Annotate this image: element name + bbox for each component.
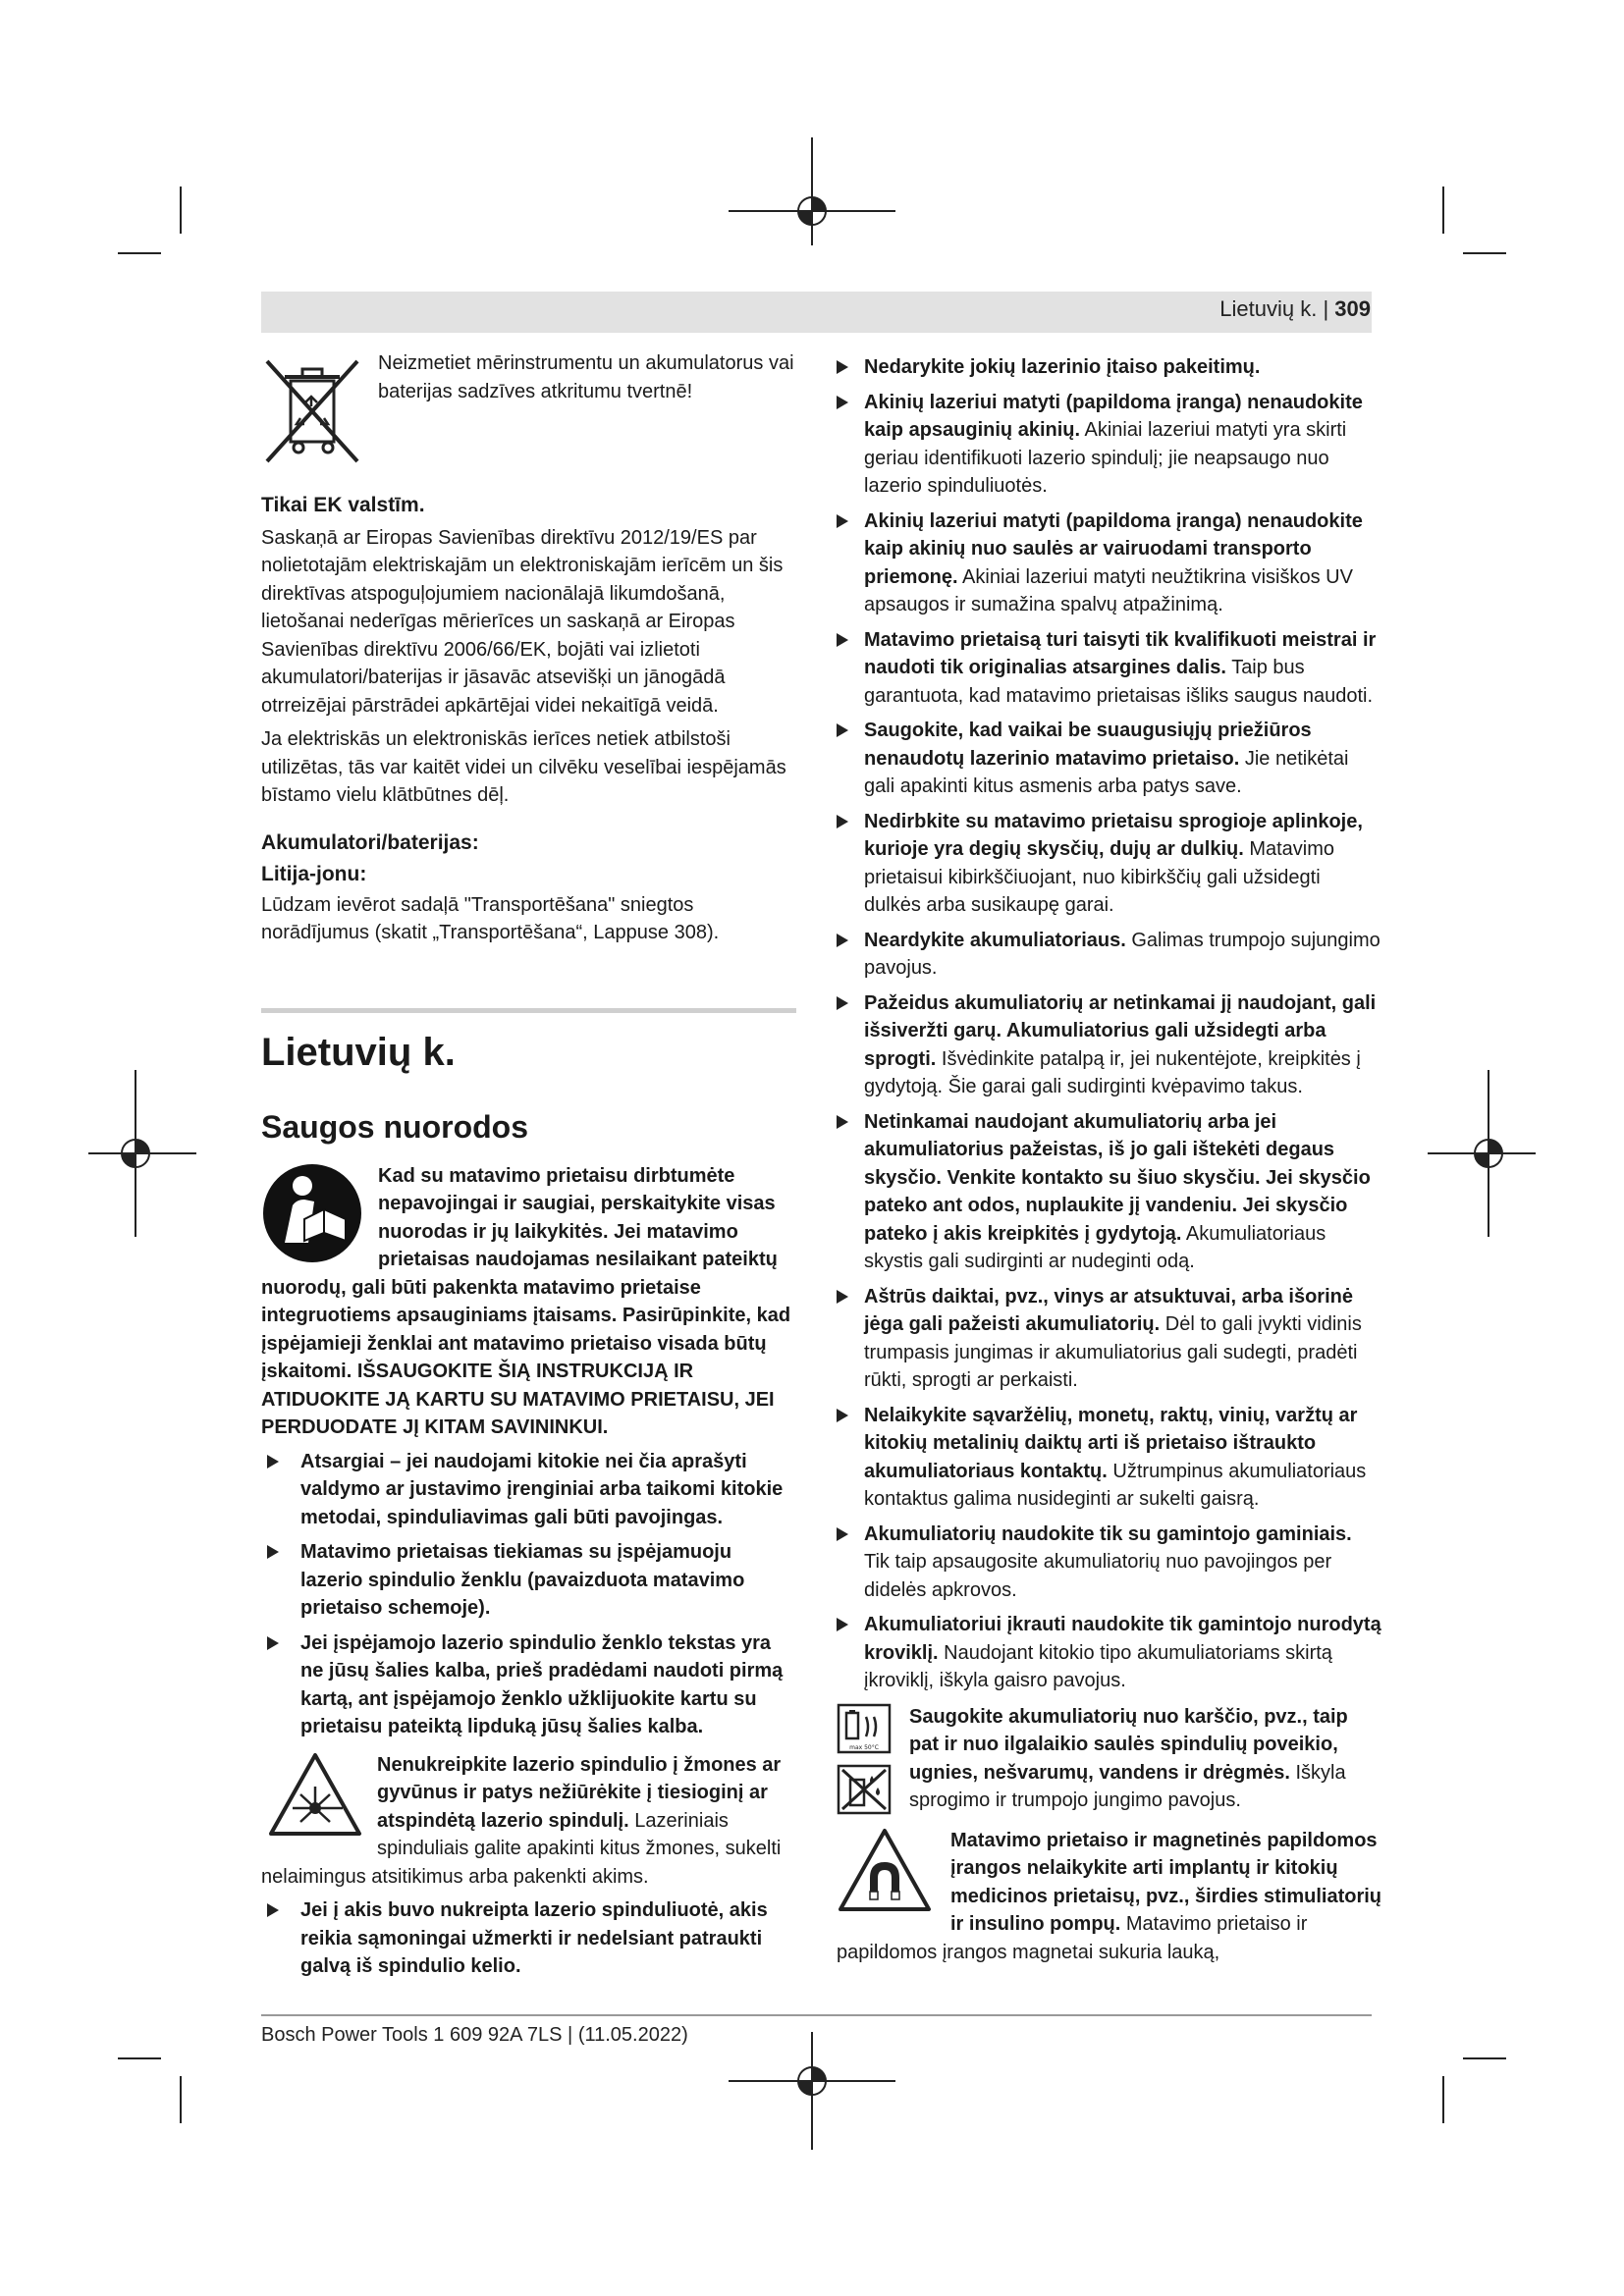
- laser-warning-icon: [267, 1751, 363, 1840]
- magnet-warning-bold: Matavimo prietaiso ir magnetinės papildomos įrangos nelaikykite arti implantų ir kitokių medicinos prietaisų, pvz., širdies stimuliatorių ir insulino pompų.: [950, 1829, 1382, 1935]
- registration-mark-right: [1428, 1070, 1536, 1237]
- left-column: [261, 353, 796, 1988]
- intro-text: Kad su matavimo prietaisu dirbtumėte nepavojingai ir saugiai, perskaitykite visas nuorodas ir jų laikykitės. Jei matavimo prietaisas naudojamas nesilaikant pateiktų nuorodų, gali būti pakenkta matavimo prietaise integruotiems apsauginiams įtaisams. Pasirūpinkite, kad įspėjamieji ženklai ant matavimo prietaiso visada būtų įskaitomi. IŠSAUGOKITE ŠIĄ INSTRUKCIJĄ IR ATIDUOKITE JĄ KARTU SU MATAVIMO PRIETAISU, JEI PERDUODATE JĮ KITAM SAVININKUI.: [261, 1164, 791, 1438]
- heat-icons: [837, 1703, 892, 1815]
- laser-warning-bold: Nenukreipkite lazerio spindulio į žmones ar gyvūnus ir patys nežiūrėkite į tiesioginį ar atspindėtą lazerio spindulį.: [377, 1753, 782, 1832]
- list-item: [261, 1538, 796, 1623]
- page-footer: Bosch Power Tools 1 609 92A 7LS | (11.05.2022): [261, 2024, 688, 2046]
- section-divider: [261, 1008, 796, 1013]
- list-item: Akinių lazeriui matyti (papildoma įranga) nenaudokite kaip akinių nuo saulės ar vairuodami transporto priemonę. Akiniai lazeriui matyti neužtikrina visiškos UV apsaugos ir sumažina spalvų atpažinimą.: [837, 507, 1381, 619]
- akum-heading: Akumulatori/baterijas:: [261, 830, 479, 854]
- list-item: [261, 1896, 796, 1981]
- magnet-warning-block: [837, 1827, 1381, 1967]
- list-item: Nelaikykite sąvaržėlių, monetų, raktų, vinių, varžtų ar kitokių metalinių daiktų arti iš prietaiso ištraukto akumuliatoriaus kontaktų. Užtrumpinus akumuliatoriaus kontaktus galima nusideginti ar sukelti gaisrą.: [837, 1402, 1381, 1514]
- registration-mark-bottom: [729, 2032, 895, 2150]
- list-item: [261, 1629, 796, 1741]
- ek-heading: Tikai EK valstīm.: [261, 494, 425, 516]
- crop-mark: [1463, 252, 1506, 254]
- read-manual-icon: [261, 1162, 364, 1265]
- laser-warning-rest: Lazeriniais spinduliais galite apakinti kitus žmones, sukelti nelaimingus atsitikimus arba pakenkti akims.: [261, 1809, 782, 1888]
- list-item: Pažeidus akumuliatorių ar netinkamai jį naudojant, gali išsiveržti garų. Akumuliatorius gali užsidegti arba sprogti. Išvėdinkite patalpą ir, jei nukentėjote, kreipkitės į gydytoją. Šie garai gali sudirginti kvėpavimo takus.: [837, 989, 1381, 1101]
- litija-text: Lūdzam ievērot sadaļā "Transportēšana" sniegtos norādījumus (skatit „Transportēšana“, Lappuse 308).: [261, 893, 720, 943]
- page-header: Lietuvių k. | 309: [1219, 296, 1371, 321]
- crop-mark: [180, 2076, 182, 2123]
- registration-mark-top: [729, 137, 895, 245]
- header-section: Lietuvių k.: [1219, 296, 1318, 321]
- crop-mark: [180, 187, 182, 234]
- battery-heat-icon: [837, 1703, 892, 1754]
- list-item: Aštrūs daiktai, pvz., vinys ar atsuktuvai, arba išorinė jėga gali pažeisti akumuliatorių. Dėl to gali įvykti vidinis trumpasis jungimas ir akumuliatorius gali sudegti, pradėti rūkti, sprogti ar perkaisti.: [837, 1283, 1381, 1395]
- section-subtitle: Saugos nuorodos: [261, 1108, 528, 1145]
- registration-mark-left: [88, 1070, 196, 1237]
- bullet-1-text: Atsargiai – jei naudojami kitokie nei čia aprašyti valdymo ar justavimo įrenginiai arba taikomi kitokie metodai, spinduliavimas gali būti pavojingas.: [300, 1450, 784, 1528]
- magnet-warning-icon: [837, 1827, 933, 1915]
- right-column: [837, 353, 1381, 1972]
- crop-mark: [118, 2057, 161, 2059]
- weee-text: Neizmetiet mērinstrumentu un akumulatorus vai baterijas sadzīves atkritumu tvertnē!: [378, 352, 794, 402]
- ek-paragraph-1: Saskaņā ar Eiropas Savienības direktīvu 2012/19/ES par nolietotajām elektriskajām un elektroniskajām ierīcēm un šis direktīvas atspoguļojumiem nacionālajā likumdošanā, lietošanai nederīgas mērierīces un saskaņā ar Eiropas Savienības direktīvu 2006/66/EK, bojāti vai izlietoti akumulatori/baterijas ir jāsavāc atsevišķi un jānogādā otrreizējai pārstrādei apkārtējai videi nekaitīgā veidā.: [261, 526, 784, 717]
- bullet-3-text: Jei įspėjamojo lazerio spindulio ženklo tekstas yra ne jūsų šalies kalba, prieš pradėdami naudoti pirmą kartą, ant įspėjamojo ženklo užklijuokite kartu su prietaisu pateiktą lipduką jūsų šalies kalba.: [300, 1631, 784, 1737]
- list-item: Netinkamai naudojant akumuliatorių arba jei akumuliatorius pažeistas, iš jo gali ištekėti degaus skysčio. Venkite kontakto su šiuo skysčiu. Jei skysčio pateko ant odos, nuplaukite jį vandeniu. Jei skysčio pateko į akis kreipkitės į gydytoją. Akumuliatoriaus skystis gali sudirginti ar nudeginti odą.: [837, 1108, 1381, 1276]
- bullet-4-text: Jei į akis buvo nukreipta lazerio spinduliuotė, akis reikia sąmoningai užmerkti ir nedelsiant patraukti galvą iš spindulio kelio.: [300, 1899, 768, 1977]
- heat-warning-bold: Saugokite akumuliatorių nuo karščio, pvz., taip pat ir nuo ilgalaikio saulės spindulių poveikio, ugnies, nešvarumų, vandens ir drėgmės.: [909, 1705, 1348, 1784]
- heat-warning-rest: Iškyla sprogimo ir trumpojo jungimo pavojus.: [909, 1761, 1346, 1811]
- laser-warning-block: [261, 1751, 796, 1892]
- list-item: Akumuliatorių naudokite tik su gamintojo gaminiais. Tik taip apsaugosite akumuliatorių nuo pavojingos per didelės apkrovos.: [837, 1521, 1381, 1605]
- page-header-band: [261, 292, 1372, 333]
- footer-divider: [261, 2014, 1372, 2016]
- list-item: Akumuliatoriui įkrauti naudokite tik gamintojo nurodytą kroviklį. Naudojant kitokio tipo akumuliatoriams skirtą įkroviklį, iškyla gaisro pavojus.: [837, 1611, 1381, 1695]
- crop-mark: [1463, 2057, 1506, 2059]
- page-number: 309: [1334, 296, 1371, 321]
- magnet-warning-rest: Matavimo prietaiso ir papildomos įrangos magnetai sukuria lauką,: [837, 1913, 1308, 1963]
- crop-mark: [1442, 2076, 1444, 2123]
- section-title: Lietuvių k.: [261, 1030, 456, 1074]
- list-item: Nedirbkite su matavimo prietaisu sprogioje aplinkoje, kurioje yra degių skysčių, dujų ar dulkių. Matavimo prietaisui kibirkščiuojant, nuo kibirkščių gali užsidegti dulkės arba susikaupę garai.: [837, 808, 1381, 920]
- heat-icon-label: max 50°C: [849, 1743, 879, 1751]
- no-water-icon: [837, 1764, 892, 1815]
- list-item: Akinių lazeriui matyti (papildoma įranga) nenaudokite kaip apsauginių akinių. Akiniai lazeriui matyti yra skirti geriau identifikuoti lazerio spindulį; jie neapsaugo nuo lazerio spinduliuotės.: [837, 389, 1381, 501]
- crop-mark: [118, 252, 161, 254]
- weee-block: [261, 353, 796, 466]
- crop-mark: [1442, 187, 1444, 234]
- crossed-bin-icon: [261, 353, 364, 466]
- ek-paragraph-2: Ja elektriskās un elektroniskās ierīces netiek atbilstoši utilizētas, tās var kaitēt videi un cilvēku veselībai iespējamās bīstamo vielu klātbūtnes dēļ.: [261, 728, 786, 806]
- list-item: Matavimo prietaisą turi taisyti tik kvalifikuoti meistrai ir naudoti tik originalias atsargines dalis. Taip bus garantuota, kad matavimo prietaisas išliks saugus naudoti.: [837, 626, 1381, 711]
- intro-block: [261, 1162, 796, 1442]
- list-item: Nedarykite jokių lazerinio įtaiso pakeitimų.: [837, 353, 1381, 382]
- bullet-2-text: Matavimo prietaisas tiekiamas su įspėjamuoju lazerio spindulio ženklu (pavaizduota matavimo prietaiso schemoje).: [300, 1541, 745, 1619]
- list-item: [261, 1448, 796, 1532]
- list-item: Saugokite, kad vaikai be suaugusiųjų priežiūros nenaudotų lazerinio matavimo prietaiso. Jie netikėtai gali apakinti kitus asmenis arba patys save.: [837, 717, 1381, 801]
- litija-heading: Litija-jonu:: [261, 863, 367, 885]
- heat-warning-block: [837, 1703, 1381, 1815]
- list-item: Neardykite akumuliatoriaus. Galimas trumpojo sujungimo pavojus.: [837, 927, 1381, 983]
